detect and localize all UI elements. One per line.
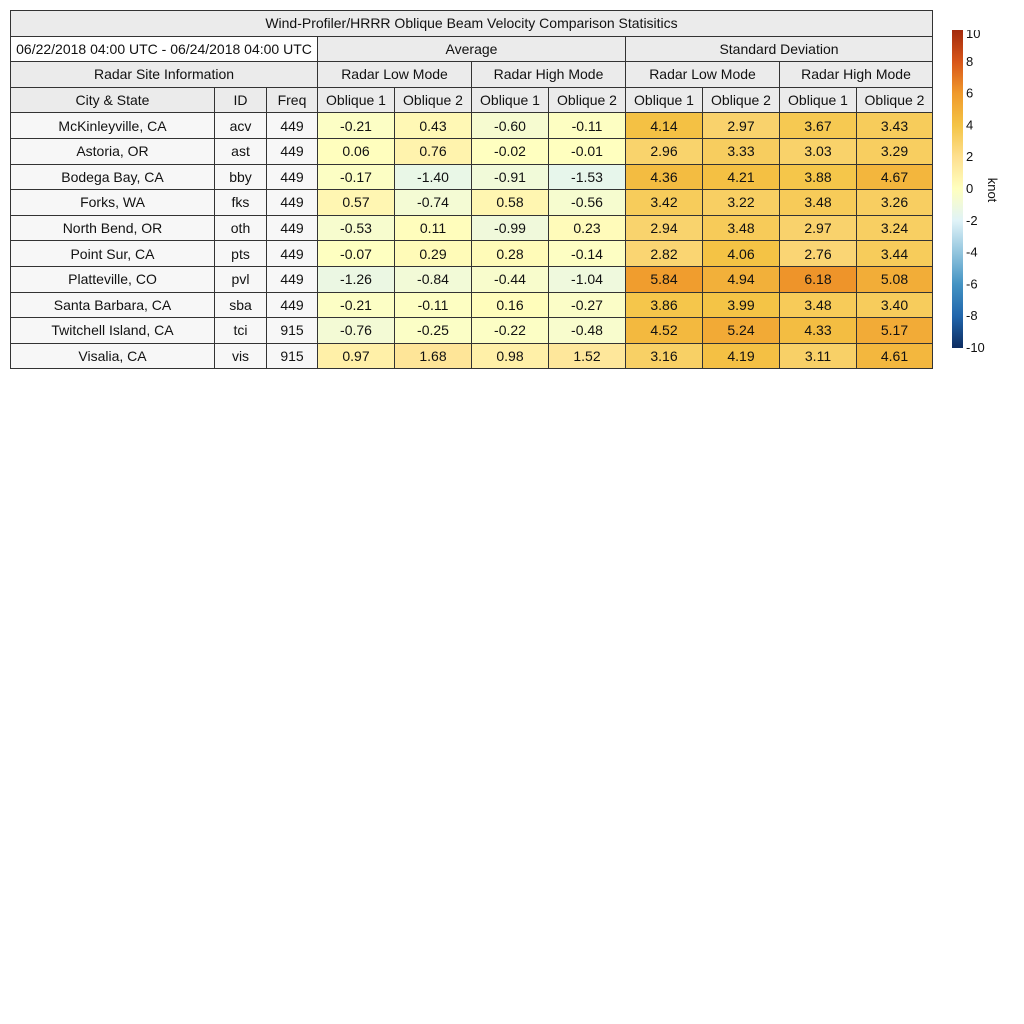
value-cell-std-low-oblique-2: 3.48 (703, 215, 780, 241)
value-cell-avg-high-oblique-2: -1.04 (549, 266, 626, 292)
value-cell-avg-high-oblique-1: -0.91 (472, 164, 549, 190)
table-title: Wind-Profiler/HRRR Oblique Beam Velocity Comparison Statisitics (11, 11, 933, 37)
site-freq: 449 (267, 266, 318, 292)
value-cell-std-high-oblique-1: 2.97 (780, 215, 857, 241)
value-cell-std-high-oblique-1: 3.48 (780, 292, 857, 318)
site-city: Visalia, CA (11, 343, 215, 369)
table-row (11, 292, 933, 318)
col-header-std-low-oblique-2: Oblique 2 (703, 87, 780, 113)
site-freq: 915 (267, 343, 318, 369)
value-cell-std-high-oblique-1: 6.18 (780, 266, 857, 292)
value-cell-std-high-oblique-1: 3.03 (780, 138, 857, 164)
value-cell-avg-low-oblique-2: -0.25 (395, 318, 472, 344)
value-cell-std-low-oblique-2: 4.19 (703, 343, 780, 369)
site-id: acv (215, 113, 267, 139)
value-cell-avg-low-oblique-1: -0.21 (318, 292, 395, 318)
site-id: pts (215, 241, 267, 267)
value-cell-avg-low-oblique-1: 0.97 (318, 343, 395, 369)
value-cell-avg-low-oblique-2: 0.76 (395, 138, 472, 164)
value-cell-std-low-oblique-1: 2.82 (626, 241, 703, 267)
site-freq: 449 (267, 138, 318, 164)
site-freq: 449 (267, 113, 318, 139)
value-cell-std-high-oblique-1: 3.88 (780, 164, 857, 190)
colorbar-tick-label: -2 (966, 212, 978, 228)
value-cell-avg-low-oblique-1: 0.06 (318, 138, 395, 164)
colorbar-tick-label: -6 (966, 276, 978, 292)
std-high-mode-header: Radar High Mode (780, 62, 933, 88)
date-range: 06/22/2018 04:00 UTC - 06/24/2018 04:00 UTC (11, 36, 318, 62)
value-cell-std-low-oblique-2: 4.06 (703, 241, 780, 267)
value-cell-std-low-oblique-1: 5.84 (626, 266, 703, 292)
site-id: bby (215, 164, 267, 190)
colorbar-ticks (966, 30, 985, 355)
table-row (11, 241, 933, 267)
col-header-avg-low-oblique-1: Oblique 1 (318, 87, 395, 113)
value-cell-avg-high-oblique-2: 1.52 (549, 343, 626, 369)
value-cell-avg-low-oblique-2: 1.68 (395, 343, 472, 369)
site-freq: 449 (267, 292, 318, 318)
value-cell-avg-low-oblique-1: -0.76 (318, 318, 395, 344)
value-cell-avg-low-oblique-2: -0.84 (395, 266, 472, 292)
col-header-avg-high-oblique-1: Oblique 1 (472, 87, 549, 113)
value-cell-std-low-oblique-1: 3.42 (626, 190, 703, 216)
site-city: Bodega Bay, CA (11, 164, 215, 190)
colorbar-tick-label: 6 (966, 85, 974, 101)
value-cell-avg-low-oblique-1: -0.07 (318, 241, 395, 267)
colorbar-tick-label: -10 (966, 340, 985, 355)
value-cell-avg-low-oblique-1: -0.53 (318, 215, 395, 241)
value-cell-std-low-oblique-2: 2.97 (703, 113, 780, 139)
site-freq: 449 (267, 164, 318, 190)
site-freq: 449 (267, 190, 318, 216)
value-cell-avg-high-oblique-2: -0.48 (549, 318, 626, 344)
value-cell-avg-low-oblique-2: 0.11 (395, 215, 472, 241)
colorbar-tick-label: 2 (966, 149, 974, 165)
value-cell-std-high-oblique-1: 4.33 (780, 318, 857, 344)
value-cell-std-low-oblique-2: 4.21 (703, 164, 780, 190)
value-cell-std-high-oblique-2: 3.29 (857, 138, 933, 164)
site-id: fks (215, 190, 267, 216)
value-cell-avg-high-oblique-1: -0.22 (472, 318, 549, 344)
value-cell-std-low-oblique-1: 4.36 (626, 164, 703, 190)
table-row (11, 190, 933, 216)
value-cell-avg-high-oblique-1: 0.58 (472, 190, 549, 216)
table-row (11, 138, 933, 164)
value-cell-std-high-oblique-2: 3.44 (857, 241, 933, 267)
value-cell-std-high-oblique-1: 2.76 (780, 241, 857, 267)
col-header-avg-high-oblique-2: Oblique 2 (549, 87, 626, 113)
average-header: Average (318, 36, 626, 62)
value-cell-avg-low-oblique-1: -1.26 (318, 266, 395, 292)
value-cell-std-high-oblique-2: 3.24 (857, 215, 933, 241)
colorbar-tick-label: 4 (966, 117, 974, 133)
site-city: Astoria, OR (11, 138, 215, 164)
value-cell-std-low-oblique-2: 3.22 (703, 190, 780, 216)
value-cell-avg-high-oblique-2: -0.27 (549, 292, 626, 318)
site-city: North Bend, OR (11, 215, 215, 241)
table-row (11, 113, 933, 139)
value-cell-avg-high-oblique-1: -0.60 (472, 113, 549, 139)
colorbar-gradient (952, 30, 963, 348)
value-cell-std-low-oblique-1: 2.96 (626, 138, 703, 164)
value-cell-std-high-oblique-2: 4.61 (857, 343, 933, 369)
value-cell-std-low-oblique-1: 4.52 (626, 318, 703, 344)
table-row (11, 343, 933, 369)
site-city: Platteville, CO (11, 266, 215, 292)
colorbar (952, 30, 1016, 360)
site-city: Twitchell Island, CA (11, 318, 215, 344)
value-cell-std-low-oblique-2: 3.33 (703, 138, 780, 164)
site-freq: 449 (267, 241, 318, 267)
value-cell-avg-high-oblique-1: 0.98 (472, 343, 549, 369)
site-city: Forks, WA (11, 190, 215, 216)
colorbar-tick-label: -8 (966, 308, 978, 324)
value-cell-avg-high-oblique-2: -0.11 (549, 113, 626, 139)
colorbar-tick-label: 0 (966, 181, 974, 196)
value-cell-avg-high-oblique-1: -0.99 (472, 215, 549, 241)
value-cell-avg-low-oblique-1: -0.21 (318, 113, 395, 139)
site-id: ast (215, 138, 267, 164)
value-cell-std-high-oblique-2: 3.43 (857, 113, 933, 139)
colorbar-tick-label: -4 (966, 244, 978, 260)
table-row (11, 215, 933, 241)
col-header-std-low-oblique-1: Oblique 1 (626, 87, 703, 113)
value-cell-std-low-oblique-2: 5.24 (703, 318, 780, 344)
colorbar-tick-label: 8 (966, 53, 974, 69)
table-row (11, 318, 933, 344)
col-header-id: ID (215, 87, 267, 113)
col-header-std-high-oblique-2: Oblique 2 (857, 87, 933, 113)
site-info-header: Radar Site Information (11, 62, 318, 88)
value-cell-avg-high-oblique-2: 0.23 (549, 215, 626, 241)
avg-low-mode-header: Radar Low Mode (318, 62, 472, 88)
value-cell-std-high-oblique-1: 3.67 (780, 113, 857, 139)
table-row (11, 266, 933, 292)
site-id: pvl (215, 266, 267, 292)
table-row (11, 164, 933, 190)
value-cell-avg-high-oblique-1: 0.16 (472, 292, 549, 318)
value-cell-avg-low-oblique-2: 0.43 (395, 113, 472, 139)
site-freq: 449 (267, 215, 318, 241)
site-id: sba (215, 292, 267, 318)
col-header-std-high-oblique-1: Oblique 1 (780, 87, 857, 113)
site-city: Point Sur, CA (11, 241, 215, 267)
value-cell-avg-high-oblique-1: -0.02 (472, 138, 549, 164)
col-header-freq: Freq (267, 87, 318, 113)
col-header-avg-low-oblique-2: Oblique 2 (395, 87, 472, 113)
value-cell-avg-low-oblique-2: 0.29 (395, 241, 472, 267)
value-cell-avg-low-oblique-1: 0.57 (318, 190, 395, 216)
site-city: McKinleyville, CA (11, 113, 215, 139)
value-cell-std-low-oblique-2: 4.94 (703, 266, 780, 292)
site-id: oth (215, 215, 267, 241)
col-header-city: City & State (11, 87, 215, 113)
value-cell-std-low-oblique-1: 3.86 (626, 292, 703, 318)
site-id: tci (215, 318, 267, 344)
value-cell-avg-low-oblique-2: -0.74 (395, 190, 472, 216)
value-cell-std-high-oblique-1: 3.11 (780, 343, 857, 369)
value-cell-avg-high-oblique-1: -0.44 (472, 266, 549, 292)
std-low-mode-header: Radar Low Mode (626, 62, 780, 88)
value-cell-avg-high-oblique-2: -1.53 (549, 164, 626, 190)
value-cell-std-high-oblique-2: 3.26 (857, 190, 933, 216)
value-cell-avg-high-oblique-2: -0.56 (549, 190, 626, 216)
value-cell-std-high-oblique-2: 3.40 (857, 292, 933, 318)
value-cell-std-high-oblique-2: 5.08 (857, 266, 933, 292)
avg-high-mode-header: Radar High Mode (472, 62, 626, 88)
value-cell-std-low-oblique-1: 3.16 (626, 343, 703, 369)
value-cell-std-high-oblique-1: 3.48 (780, 190, 857, 216)
value-cell-avg-high-oblique-2: -0.01 (549, 138, 626, 164)
std-dev-header: Standard Deviation (626, 36, 933, 62)
colorbar-tick-label: 10 (966, 30, 981, 41)
site-freq: 915 (267, 318, 318, 344)
colorbar-label: knot (985, 177, 1000, 203)
value-cell-avg-low-oblique-2: -0.11 (395, 292, 472, 318)
value-cell-avg-low-oblique-2: -1.40 (395, 164, 472, 190)
site-city: Santa Barbara, CA (11, 292, 215, 318)
value-cell-std-high-oblique-2: 4.67 (857, 164, 933, 190)
value-cell-std-high-oblique-2: 5.17 (857, 318, 933, 344)
value-cell-std-low-oblique-1: 4.14 (626, 113, 703, 139)
site-id: vis (215, 343, 267, 369)
value-cell-avg-high-oblique-2: -0.14 (549, 241, 626, 267)
value-cell-avg-high-oblique-1: 0.28 (472, 241, 549, 267)
value-cell-std-low-oblique-2: 3.99 (703, 292, 780, 318)
value-cell-std-low-oblique-1: 2.94 (626, 215, 703, 241)
value-cell-avg-low-oblique-1: -0.17 (318, 164, 395, 190)
stats-table (10, 10, 933, 369)
